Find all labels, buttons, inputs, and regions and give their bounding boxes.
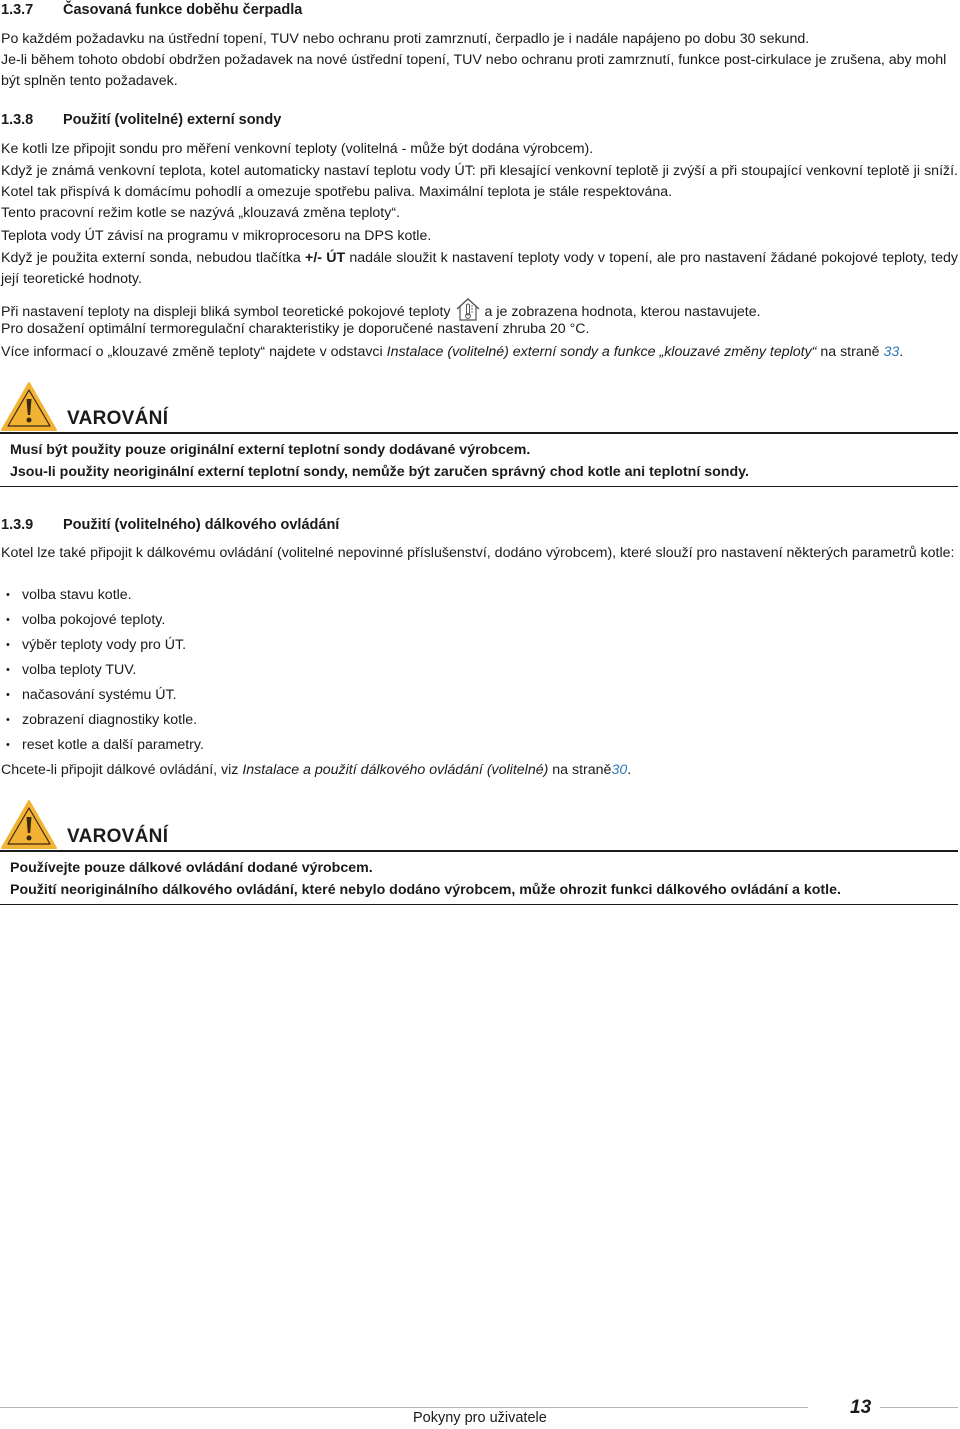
paragraph [1, 760, 958, 781]
button-name: +/- ÚT [305, 250, 346, 266]
section-number: 1.3.8 [1, 112, 34, 128]
paragraph: Pro dosažení optimální termoregulační charakteristiky je doporučené nastavení zhruba 20 °C. [1, 321, 590, 337]
divider [0, 432, 958, 434]
text: Chcete-li připojit dálkové ovládání, viz [1, 762, 243, 778]
paragraph: Kotel lze také připojit k dálkovému ovládání (volitelné nepovinné příslušenství, dodáno výrobcem), které slouží pro nastavení některých parametrů kotle: [1, 545, 955, 561]
paragraph: Když je známá venkovní teplota, kotel automaticky nastaví teplotu vody ÚT: při klesající venkovní teplotě ji zvýší a při stoupající venkovní teplotě ji sníží. Kotel tak přispívá k domácímu pohodlí a omezuje spotřebu paliva. Maximální teplota je stále respektována. [1, 163, 958, 200]
warning-triangle-icon [0, 381, 58, 433]
list-item: • volba teploty TUV. [1, 660, 204, 685]
paragraph: Je-li během tohoto období obdržen požadavek na nové ústřední topení, TUV nebo ochranu proti zamrznutí, funkce post-cirkulace je zrušena, aby mohl být splněn tento požadavek. [1, 52, 947, 89]
text: Více informací o „klouzavé změně teploty“ najdete v odstavci [1, 344, 387, 360]
section-title: Časovaná funkce doběhu čerpadla [63, 2, 303, 18]
footer-title: Pokyny pro uživatele [413, 1410, 547, 1426]
warning-box [0, 381, 958, 486]
footer-rule [880, 1407, 958, 1408]
warning-triangle-icon [0, 799, 58, 851]
section-title: Použití (volitelného) dálkového ovládání [63, 517, 340, 533]
reference-title: Instalace a použití dálkového ovládání (volitelné) [242, 762, 549, 778]
warning-box [0, 799, 958, 905]
section-heading-1-3-7 [1, 2, 302, 18]
section-number: 1.3.7 [1, 2, 34, 18]
divider [0, 904, 958, 905]
warning-line: Používejte pouze dálkové ovládání dodané výrobcem. [10, 860, 373, 876]
text: nadále sloužit k nastavení teploty vody v topení, ale pro nastavení žádané pokojové teploty, tedy její teoretické hodnoty. [1, 250, 958, 287]
reference-title: Instalace (volitelné) externí sondy a funkce „klouzavé změny teploty“ [386, 344, 817, 360]
warning-title: VAROVÁNÍ [67, 826, 169, 847]
text: na straně [548, 762, 612, 778]
page-link[interactable]: 30 [611, 762, 628, 778]
section-title: Použití (volitelné) externí sondy [63, 112, 282, 128]
text: na straně [816, 344, 884, 360]
warning-line: Musí být použity pouze originální externí teplotní sondy dodávané výrobcem. [10, 442, 531, 458]
paragraph: Tento pracovní režim kotle se nazývá „klouzavá změna teploty“. [1, 205, 401, 221]
list-item: • volba pokojové teploty. [1, 610, 204, 635]
parameter-list [1, 585, 204, 760]
paragraph: Po každém požadavku na ústřední topení, TUV nebo ochranu proti zamrznutí, čerpadlo je i nadále napájeno po dobu 30 sekund. [1, 31, 810, 47]
paragraph [1, 342, 958, 363]
paragraph [1, 248, 958, 290]
warning-title: VAROVÁNÍ [67, 408, 169, 429]
divider [0, 850, 958, 852]
divider [0, 486, 958, 487]
text: a je zobrazena hodnota, kterou nastavujete. [484, 304, 761, 320]
section-heading-1-3-8 [1, 112, 281, 128]
section-heading-1-3-9 [1, 517, 339, 533]
page-number: 13 [850, 1397, 872, 1418]
text: . [627, 762, 632, 778]
paragraph: Teplota vody ÚT závisí na programu v mikroprocesoru na DPS kotle. [1, 228, 432, 244]
list-item: • zobrazení diagnostiky kotle. [1, 710, 204, 735]
list-item: • načasování systému ÚT. [1, 685, 204, 710]
section-number: 1.3.9 [1, 517, 34, 533]
text: Když je použita externí sonda, nebudou tlačítka [1, 250, 306, 266]
list-item: • reset kotle a další parametry. [1, 735, 204, 760]
warning-line: Použití neoriginálního dálkového ovládání, které nebylo dodáno výrobcem, může ohrozit funkci dálkového ovládání a kotle. [10, 882, 841, 898]
footer-rule [0, 1407, 808, 1408]
warning-line: Jsou-li použity neoriginální externí teplotní sondy, nemůže být zaručen správný chod kotle ani teplotní sondy. [10, 464, 749, 480]
list-item: • volba stavu kotle. [1, 585, 204, 610]
list-item: • výběr teploty vody pro ÚT. [1, 635, 204, 660]
text: . [899, 344, 904, 360]
page-link[interactable]: 33 [883, 344, 900, 360]
text: Při nastavení teploty na displeji bliká symbol teoretické pokojové teploty [1, 304, 451, 320]
paragraph: Ke kotli lze připojit sondu pro měření venkovní teploty (volitelná - může být dodána výrobcem). [1, 141, 594, 157]
